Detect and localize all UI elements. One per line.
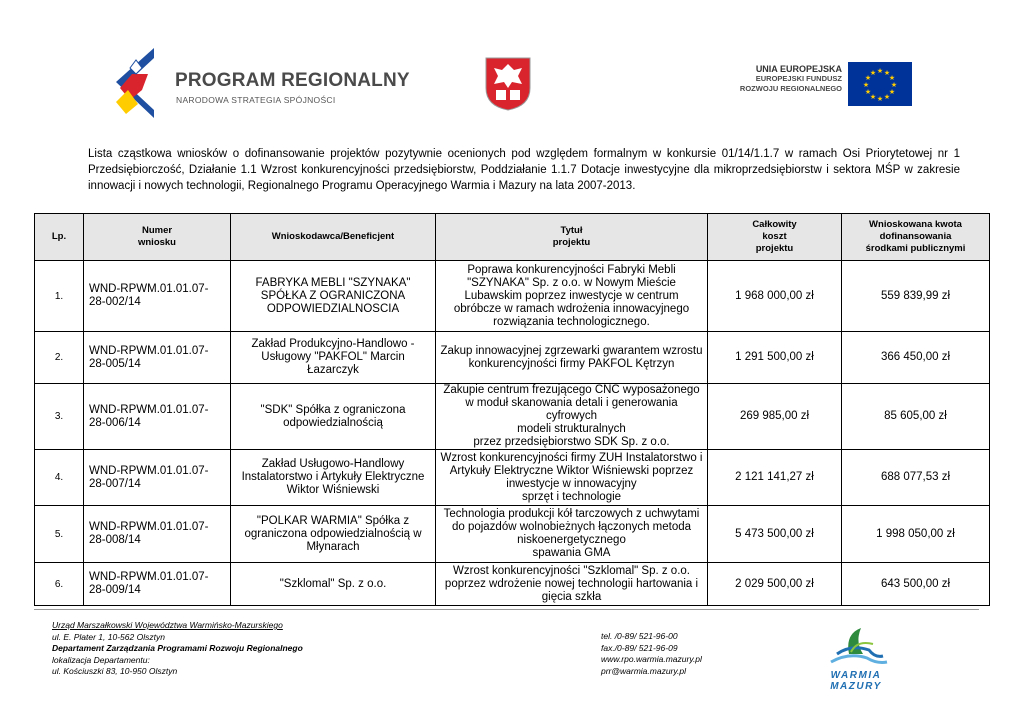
cell-project-title (436, 332, 708, 384)
cell-applicant-line: Łazarczyk (307, 364, 359, 376)
cell-project-title-line: Zakup innowacyjnej zgrzewarki gwarantem wzrostu (440, 344, 703, 357)
table-row (35, 450, 990, 506)
footer-department: Departament Zarządzania Programami Rozwoju Regionalnego (52, 643, 303, 653)
svg-text:★: ★ (883, 69, 891, 77)
svg-text:★: ★ (888, 74, 896, 82)
cell-applicant (231, 332, 436, 384)
program-subtitle: NARODOWA STRATEGIA SPÓJNOŚCI (176, 95, 336, 105)
cell-project-title-line: inwestycje w innowacyjny (506, 477, 637, 490)
cell-application-number-line: WND-RPWM.01.01.07- (89, 464, 209, 477)
svg-text:★: ★ (888, 88, 896, 96)
cell-total-cost: 1 291 500,00 zł (708, 332, 842, 384)
cell-application-number-line: WND-RPWM.01.01.07- (89, 571, 209, 583)
eu-fund-label (726, 64, 842, 94)
svg-text:★: ★ (864, 74, 872, 82)
table-row (35, 506, 990, 563)
cell-application-number-line: 28-005/14 (89, 357, 141, 370)
cell-application-number-line: 28-009/14 (89, 584, 141, 596)
cell-project-title-line: Wzrost konkurencyjności firmy ZUH Instalatorstwo i (440, 451, 703, 464)
cell-application-number (84, 450, 231, 506)
table-header-row (35, 214, 990, 261)
cell-total-cost: 269 985,00 zł (708, 384, 842, 450)
column-header-line: Lp. (51, 231, 67, 242)
table-row (35, 261, 990, 332)
cell-application-number (84, 506, 231, 563)
cell-applicant-line: "SDK" Spółka z ograniczona (260, 403, 406, 416)
cell-applicant-line: Usługowy "PAKFOL" Marcin (261, 351, 405, 363)
cell-project-title-line: niskoenergetycznego (517, 534, 626, 546)
cell-project-title-line: spawania GMA (532, 547, 611, 559)
cell-lp: 3. (35, 384, 84, 450)
cell-requested-grant: 366 450,00 zł (842, 332, 990, 384)
footer-web-link[interactable]: www.rpo.warmia.mazury.pl (601, 654, 702, 664)
cell-application-number-line: WND-RPWM.01.01.07- (89, 521, 209, 533)
column-header-line: dofinansowania (879, 231, 952, 242)
cell-project-title-line: przez przedsiębiorstwo SDK Sp. z o.o. (473, 436, 670, 448)
column-header (436, 214, 708, 261)
footer-office-address: ul. E. Plater 1, 10-562 Olsztyn (52, 631, 165, 642)
svg-text:★: ★ (864, 88, 872, 96)
wordmark-line-1: WARMIA (830, 670, 882, 681)
footer-divider (34, 609, 979, 610)
cell-application-number (84, 563, 231, 606)
cell-applicant-line: odpowiedzialnością (283, 416, 383, 429)
cell-project-title-line: Wzrost konkurencyjności "Szklomal" Sp. z o.o. (453, 564, 690, 577)
cell-applicant-line: ograniczona odpowiedzialnością w (244, 527, 422, 540)
footer-contact (601, 631, 702, 677)
column-header-line: projektu (755, 243, 794, 254)
cell-requested-grant: 643 500,00 zł (842, 563, 990, 606)
cell-project-title-line: obróbcze w ramach wdrożenia innowacyjnego (453, 302, 690, 315)
cell-project-title-line: rozwiązania technologicznego. (493, 315, 650, 328)
cell-project-title-line: modeli strukturalnych (517, 423, 626, 435)
cell-application-number-line: WND-RPWM.01.01.07- (89, 344, 209, 357)
cell-project-title-line: "SZYNAKA" Sp. z o.o. w Nowym Mieście (467, 276, 676, 289)
column-header-line: Tytuł (560, 225, 583, 236)
cell-application-number-line: 28-006/14 (89, 416, 141, 429)
cell-total-cost: 1 968 000,00 zł (708, 261, 842, 332)
cell-project-title-line: w moduł skanowania detali i generowania cyfrowych (465, 397, 678, 422)
cell-applicant (231, 506, 436, 563)
column-header (35, 214, 84, 261)
cell-project-title-line: Zakupie centrum frezującego CNC wyposażonego (443, 384, 700, 396)
cell-project-title-line: konkurencyjności firmy PAKFOL Kętrzyn (468, 357, 675, 370)
cell-application-number (84, 384, 231, 450)
cell-lp: 4. (35, 450, 84, 506)
cell-project-title-line: Technologia produkcji kół tarczowych z uchwytami (443, 508, 700, 520)
column-header-line: koszt (762, 231, 787, 242)
cell-project-title-line: Poprawa konkurencyjności Fabryki Mebli (467, 263, 676, 276)
cell-application-number (84, 261, 231, 332)
column-header (84, 214, 231, 261)
eu-line-1: UNIA EUROPEJSKA (755, 64, 842, 74)
column-header-line: Całkowity (752, 219, 797, 230)
column-header-line: wniosku (137, 237, 176, 248)
cell-project-title (436, 563, 708, 606)
cell-applicant-line: Zakład Produkcyjno-Handlowo - (251, 338, 415, 350)
footer-address (52, 620, 303, 678)
cell-project-title (436, 261, 708, 332)
applications-table (34, 213, 990, 606)
cell-application-number-line: 28-002/14 (89, 296, 141, 308)
column-header (708, 214, 842, 261)
svg-text:★: ★ (883, 93, 891, 101)
footer-location-label: lokalizacja Departamentu: (52, 654, 150, 665)
cell-applicant-line: FABRYKA MEBLI "SZYNAKA" (255, 276, 411, 289)
cell-applicant (231, 563, 436, 606)
cell-applicant-line: Młynarach (306, 540, 360, 553)
coat-of-arms-icon (484, 56, 532, 112)
cell-project-title-line: sprzęt i technologie (521, 490, 622, 503)
cell-applicant-line: Zakład Usługowo-Handlowy (261, 458, 405, 470)
cell-applicant-line: SPÓŁKA Z OGRANICZONA (260, 289, 406, 302)
eu-line-2: EUROPEJSKI FUNDUSZ (755, 74, 842, 83)
footer-email-link[interactable]: prr@warmia.mazury.pl (601, 665, 686, 676)
cell-requested-grant: 688 077,53 zł (842, 450, 990, 506)
column-header-line: Wnioskodawca/Beneficjent (271, 231, 395, 242)
wordmark-line-2: MAZURY (830, 681, 882, 692)
cell-lp: 2. (35, 332, 84, 384)
cell-requested-grant: 85 605,00 zł (842, 384, 990, 450)
cell-application-number (84, 332, 231, 384)
cell-applicant-line: ODPOWIEDZIALNOSCIA (266, 302, 400, 315)
cell-project-title-line: Artykuły Elektryczne Wiktor Wiśniewski poprzez (449, 464, 694, 477)
cell-application-number-line: WND-RPWM.01.01.07- (89, 403, 209, 416)
footer-fax: fax./0-89/ 521-96-09 (601, 642, 678, 653)
cell-total-cost: 2 121 141,27 zł (708, 450, 842, 506)
column-header-line: środkami publicznymi (865, 243, 966, 254)
svg-text:★: ★ (869, 93, 877, 101)
cell-lp: 6. (35, 563, 84, 606)
cell-applicant-line: "POLKAR WARMIA" Spółka z (256, 514, 410, 527)
cell-applicant-line: Wiktor Wiśniewski (286, 484, 380, 496)
warmia-mazury-wordmark (826, 670, 886, 692)
column-header (231, 214, 436, 261)
cell-lp: 5. (35, 506, 84, 563)
cell-applicant-line: Instalatorstwo i Artykuły Elektryczne (241, 471, 425, 483)
svg-text:★: ★ (862, 81, 870, 89)
eu-line-3: ROZWOJU REGIONALNEGO (739, 84, 842, 93)
cell-project-title (436, 384, 708, 450)
cell-applicant (231, 450, 436, 506)
column-header (842, 214, 990, 261)
cell-total-cost: 2 029 500,00 zł (708, 563, 842, 606)
cell-application-number-line: WND-RPWM.01.01.07- (89, 283, 209, 295)
table-row (35, 332, 990, 384)
program-title: PROGRAM REGIONALNY (175, 70, 410, 91)
cell-applicant-line: "Szklomal" Sp. z o.o. (279, 577, 387, 590)
cell-application-number-line: 28-008/14 (89, 534, 141, 546)
intro-paragraph: Lista cząstkowa wniosków o dofinansowanie projektów pozytywnie ocenionych pod względem formalnym w konkursie 01/14/1.1.7 w ramach Osi Priorytetowej nr 1 Przedsiębiorczość, Działanie 1.1 Wzrost konkurencyjności przedsiębiorstw, Poddziałanie 1.1.7 Dotacje inwestycyjne dla mikroprzedsiębiorstw i sektora MŚP w zakresie innowacji i nowych technologii, Regionalnego Programu Operacyjnego Warmia i Mazury na lata 2007-2013. (88, 148, 960, 192)
cell-requested-grant: 1 998 050,00 zł (842, 506, 990, 563)
cell-applicant (231, 261, 436, 332)
cell-project-title (436, 506, 708, 563)
eu-flag-icon (848, 62, 912, 106)
cell-total-cost: 5 473 500,00 zł (708, 506, 842, 563)
table-row (35, 384, 990, 450)
table-row (35, 563, 990, 606)
cell-project-title-line: gięcia szkła (541, 590, 602, 603)
cell-applicant (231, 384, 436, 450)
footer-office: Urząd Marszałkowski Województwa Warmińsko-Mazurskiego (52, 620, 283, 630)
column-header-line: Numer (141, 225, 173, 236)
svg-text:★: ★ (876, 67, 884, 75)
svg-text:★: ★ (869, 69, 877, 77)
cell-requested-grant: 559 839,99 zł (842, 261, 990, 332)
table-body (35, 261, 990, 606)
cell-project-title-line: Lubawskim poprzez inwestycje w centrum (464, 289, 679, 302)
footer-location-address: ul. Kościuszki 83, 10-950 Olsztyn (52, 666, 178, 676)
svg-text:★: ★ (876, 95, 884, 103)
cell-project-title (436, 450, 708, 506)
column-header-line: projektu (552, 237, 591, 248)
footer-phone: tel. /0-89/ 521-96-00 (601, 631, 678, 641)
cell-project-title-line: poprzez wdrożenie nowej technologii hartowania i (444, 577, 699, 590)
svg-text:★: ★ (890, 81, 898, 89)
cell-application-number-line: 28-007/14 (89, 477, 141, 490)
cell-lp: 1. (35, 261, 84, 332)
cell-project-title-line: do pojazdów wolnobieżnych łączonych metoda (451, 521, 692, 533)
column-header-line: Wnioskowana kwota (869, 219, 962, 230)
